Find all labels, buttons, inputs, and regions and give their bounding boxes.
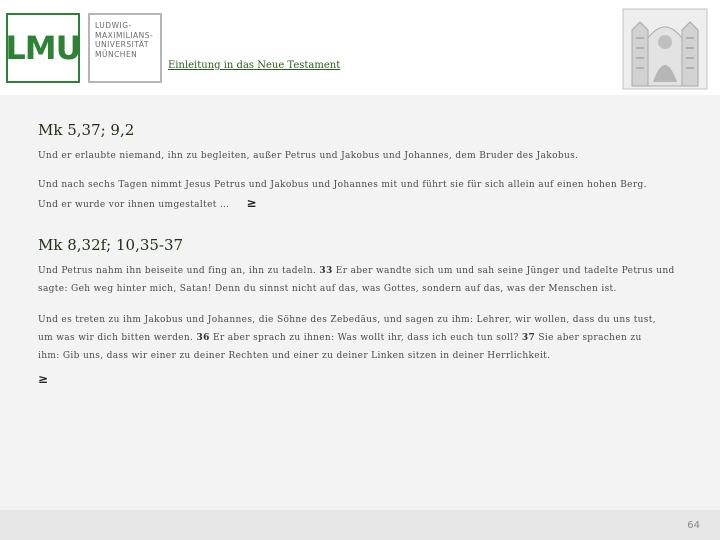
bible-passage: Und er erlaubte niemand, ihn zu begleiten, außer Petrus und Jakobus und Johannes, dem Bruder des Jakobus. — [38, 151, 579, 161]
university-name-line: UNIVERSITÄT — [95, 40, 149, 49]
passage-text: Er aber sprach zu ihnen: Was wollt ihr, dass ich euch tun soll? — [212, 333, 519, 343]
section-heading: Mk 8,32f; 10,35-37 — [38, 236, 184, 254]
header — [0, 0, 720, 95]
passage-text: Er aber wandte sich um und sah seine Jünger und tadelte Petrus und sagte: Geh weg hinter mich, Satan! Denn du sinnst nicht auf das, was Gottes, sondern auf das, was der Menschen ist. — [38, 266, 675, 294]
bible-passage — [38, 176, 662, 214]
passage-text: Und nach sechs Tagen nimmt Jesus Petrus und Jakobus und Johannes mit und führt sie für sich allein auf einen hohen Berg. Und er wurde vor ihnen umgestaltet … — [38, 180, 647, 210]
page-number: 64 — [687, 520, 700, 531]
navigate-forward-icon[interactable]: ≥ — [38, 372, 49, 386]
university-name-line: LUDWIG- — [95, 21, 132, 30]
passage-text: Sie aber sprachen zu ihm: Gib uns, dass wir einer zu deiner Rechten und einer zu deiner Linken sitzen in deiner Herrlichkeit. — [38, 333, 642, 361]
verse-number: 36 — [196, 333, 210, 343]
passage-text: Und es treten zu ihm Jakobus und Johannes, die Söhne des Zebedäus, und sagen zu ihm: Lehrer, wir wollen, dass du uns tust, um was wir dich bitten werden. — [38, 315, 656, 343]
lmu-logo[interactable] — [6, 13, 80, 83]
navigate-forward-icon[interactable]: ≥ — [246, 196, 257, 210]
university-name-block — [88, 13, 162, 83]
verse-number: 33 — [319, 266, 333, 276]
bible-passage — [38, 262, 680, 298]
slide-title: Einleitung in das Neue Testament — [168, 60, 341, 71]
bible-passage — [38, 311, 662, 365]
university-seal-icon — [622, 8, 708, 90]
lmu-logo-letters: LMU — [5, 29, 81, 67]
footer — [0, 510, 720, 540]
university-name-line: MÜNCHEN — [95, 49, 138, 59]
section-heading: Mk 5,37; 9,2 — [38, 121, 135, 139]
passage-text: Und Petrus nahm ihn beiseite und fing an, ihn zu tadeln. — [38, 266, 317, 276]
verse-number: 37 — [521, 333, 536, 343]
university-name-line: MAXIMILIANS- — [95, 30, 154, 40]
